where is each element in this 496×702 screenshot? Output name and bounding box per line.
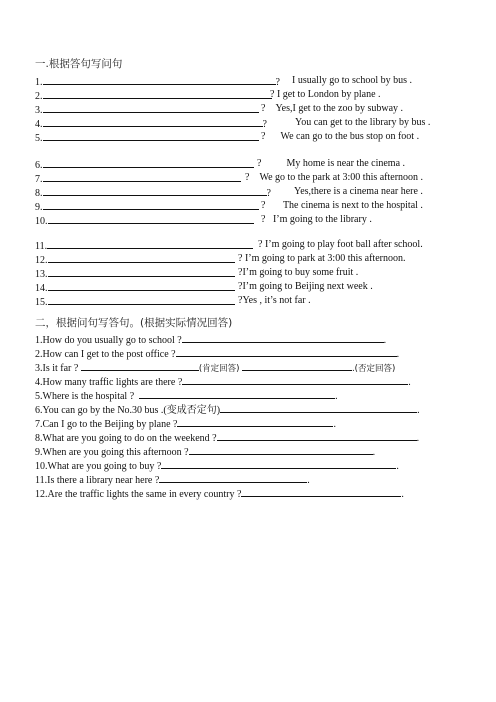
answer-blank[interactable] xyxy=(161,459,396,469)
line-end: . xyxy=(417,405,420,416)
question-text: 12.Are the traffic lights the same in every country ? xyxy=(35,489,242,500)
line-end: . xyxy=(396,349,400,360)
q-number: 8. xyxy=(35,188,43,199)
answer-blank[interactable] xyxy=(43,89,275,100)
q-number: 10. xyxy=(35,216,48,227)
given-answer xyxy=(257,158,405,170)
q-number: 9. xyxy=(35,202,43,213)
given-answer xyxy=(245,172,423,184)
answer-blank[interactable] xyxy=(139,389,335,399)
answer-text: The cinema is next to the hospital . xyxy=(282,200,423,211)
question-text: 9.When are you going this afternoon ? xyxy=(35,447,189,458)
line-end: . xyxy=(401,489,404,500)
a-row-2 xyxy=(35,347,475,361)
answer-blank[interactable] xyxy=(177,417,333,427)
answer-text: My home is near the cinema . xyxy=(286,158,406,169)
negative-note: .(否定回答) xyxy=(351,364,396,374)
q-number: 11. xyxy=(35,241,48,252)
answer-blank[interactable] xyxy=(43,200,259,210)
answer-blank[interactable] xyxy=(48,253,235,263)
answer-text: I’m going to Beijing next week . xyxy=(242,281,373,292)
line-end: . xyxy=(408,377,411,388)
q-row-3 xyxy=(35,103,475,117)
q-mark: ? xyxy=(262,119,267,130)
q-number: 2. xyxy=(35,91,43,102)
answer-text: I’m going to the library . xyxy=(272,214,372,225)
q-mark: ? xyxy=(238,253,243,264)
q-mark: ? xyxy=(266,188,271,199)
q-row-13 xyxy=(35,267,475,281)
answer-blank[interactable] xyxy=(48,295,235,305)
question-text: 5.Where is the hospital ? xyxy=(35,391,135,402)
given-answer: I usually go to school by bus . xyxy=(292,75,412,86)
answer-blank[interactable] xyxy=(43,186,267,196)
q-mark: ? xyxy=(238,295,243,306)
answer-blank[interactable] xyxy=(48,281,235,291)
q-number: 12. xyxy=(35,255,48,266)
a-row-4 xyxy=(35,375,475,389)
answer-blank[interactable] xyxy=(220,403,417,413)
a-row-9 xyxy=(35,445,475,459)
a-row-6 xyxy=(35,403,475,417)
given-answer xyxy=(238,281,373,293)
q-row-12 xyxy=(35,253,475,267)
q-mark: ? xyxy=(245,172,250,183)
negative-blank[interactable] xyxy=(242,361,352,371)
answer-blank[interactable] xyxy=(43,117,263,127)
q-number: 15. xyxy=(35,297,48,308)
given-answer xyxy=(270,89,381,101)
answer-blank[interactable] xyxy=(159,473,307,483)
answer-blank[interactable] xyxy=(241,487,401,497)
answer-blank[interactable] xyxy=(47,239,253,249)
given-answer xyxy=(238,267,358,279)
q-number: 3. xyxy=(35,105,43,116)
section2-title: 二，根据问句写答句。(根据实际情况回答) xyxy=(35,317,233,329)
answer-blank[interactable] xyxy=(189,445,373,455)
answer-blank[interactable] xyxy=(43,158,254,168)
answer-blank[interactable] xyxy=(176,347,397,357)
q-mark: ? xyxy=(238,281,243,292)
answer-text: I’m going to buy some fruit . xyxy=(242,267,359,278)
q-row-7 xyxy=(35,172,475,186)
line-end: . xyxy=(383,335,387,346)
q-row-6 xyxy=(35,158,475,172)
given-answer xyxy=(261,214,372,226)
answer-blank[interactable] xyxy=(48,267,235,277)
answer-text: Yes,I get to the zoo by subway . xyxy=(275,103,404,114)
q-row-1 xyxy=(35,75,475,89)
q-row-10 xyxy=(35,214,475,228)
answer-text: We can go to the bus stop on foot . xyxy=(280,131,420,142)
line-end: . xyxy=(333,419,336,430)
a-row-12 xyxy=(35,487,475,501)
affirmative-note: (肯定回答) xyxy=(198,364,240,374)
answer-blank[interactable] xyxy=(43,75,276,85)
given-answer xyxy=(238,295,311,307)
q-row-2 xyxy=(35,89,475,103)
given-answer xyxy=(261,103,403,115)
q-number: 7. xyxy=(35,174,43,185)
given-answer xyxy=(238,253,405,265)
question-text: 8.What are you going to do on the weekend ? xyxy=(35,433,217,444)
line-end: . xyxy=(307,475,310,486)
q-number: 5. xyxy=(35,133,43,144)
answer-text: We go to the park at 3:00 this afternoon . xyxy=(259,172,424,183)
q-number: 1. xyxy=(35,77,43,88)
q-number: 13. xyxy=(35,269,48,280)
a-row-1 xyxy=(35,333,475,347)
line-end: . xyxy=(396,461,399,472)
given-answer: You can get to the library by bus . xyxy=(295,117,431,128)
question-text: 2.How can I get to the post office ? xyxy=(35,349,176,360)
given-answer xyxy=(261,131,419,143)
answer-blank[interactable] xyxy=(48,214,254,224)
line-end: . xyxy=(372,447,376,458)
answer-blank[interactable] xyxy=(217,431,417,441)
a-row-11 xyxy=(35,473,475,487)
answer-blank[interactable] xyxy=(182,375,408,385)
q-row-5 xyxy=(35,131,475,145)
q-mark: ? xyxy=(261,200,266,211)
answer-text: I’m going to play foot ball after school. xyxy=(264,239,423,250)
question-text: 4.How many traffic lights are there ? xyxy=(35,377,183,388)
answer-text: I’m going to park at 3:00 this afternoon. xyxy=(244,253,406,264)
answer-text: I get to London by plane . xyxy=(276,89,381,100)
question-text: 1.How do you usually go to school ? xyxy=(35,335,182,346)
q-row-11 xyxy=(35,239,475,253)
given-answer: Yes,there is a cinema near here . xyxy=(294,186,423,197)
q-number: 6. xyxy=(35,160,43,171)
answer-blank[interactable] xyxy=(43,172,241,182)
question-text: 3.Is it far ? xyxy=(35,363,79,374)
q-mark: ? xyxy=(261,131,266,142)
q-mark: ? xyxy=(258,239,263,250)
q-mark: ? xyxy=(275,77,280,88)
question-text: 10.What are you going to buy ? xyxy=(35,461,162,472)
q-number: 14. xyxy=(35,283,48,294)
a-row-10 xyxy=(35,459,475,473)
line-end: . xyxy=(416,433,420,444)
section1-title: 一.根据答句写问句 xyxy=(35,58,123,70)
question-text: 7.Can I go to the Beijing by plane ? xyxy=(35,419,178,430)
given-answer xyxy=(261,200,423,212)
q-row-4 xyxy=(35,117,475,131)
q-number: 4. xyxy=(35,119,43,130)
a-row-5 xyxy=(35,389,475,403)
line-end: . xyxy=(335,391,338,402)
a-row-7 xyxy=(35,417,475,431)
q-mark: ? xyxy=(261,103,266,114)
given-answer xyxy=(258,239,423,251)
q-mark: ? xyxy=(261,214,266,225)
answer-text: Yes , it’s not far . xyxy=(242,295,311,306)
q-row-15 xyxy=(35,295,475,309)
q-row-9 xyxy=(35,200,475,214)
q-row-14 xyxy=(35,281,475,295)
q-row-8 xyxy=(35,186,475,200)
a-row-8 xyxy=(35,431,475,445)
answer-blank[interactable] xyxy=(43,131,259,141)
affirmative-blank[interactable] xyxy=(81,361,199,371)
a-row-3 xyxy=(35,361,475,375)
question-text: 11.Is there a library near here ? xyxy=(35,475,160,486)
answer-blank[interactable] xyxy=(43,103,259,113)
q-mark: ? xyxy=(238,267,243,278)
q-mark: ? xyxy=(270,89,275,100)
q-mark: ? xyxy=(257,158,262,169)
question-text: 6.You can go by the No.30 bus .(变成否定句) xyxy=(35,405,221,416)
answer-blank[interactable] xyxy=(182,333,384,343)
